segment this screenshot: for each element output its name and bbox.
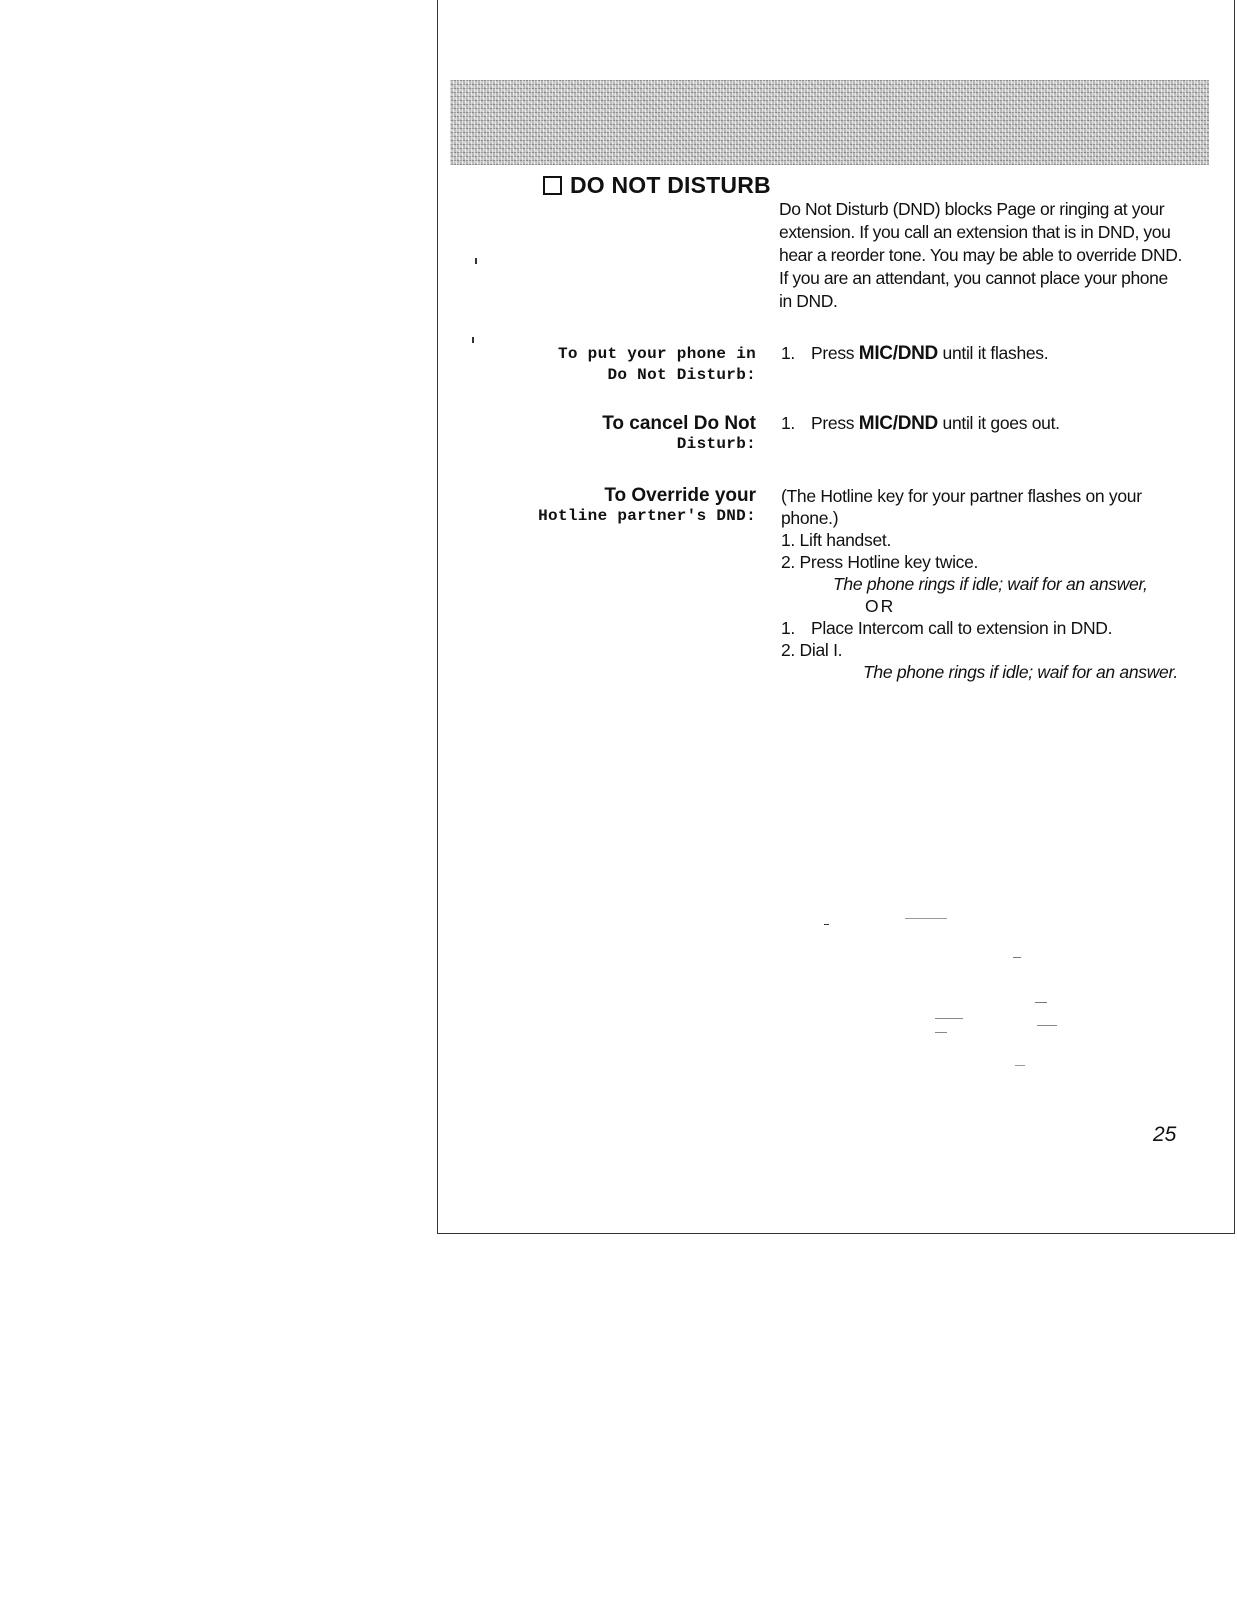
label-line: Do Not Disturb: xyxy=(607,366,756,384)
step-result: The phone rings if idle; waif for an answer, xyxy=(833,574,1148,594)
scan-speck xyxy=(475,258,477,264)
label-line: To cancel Do Not xyxy=(602,413,756,434)
step-line: 2. Dial I. xyxy=(781,640,843,660)
label-line: Hotline partner's DND: xyxy=(538,507,756,525)
scan-speck xyxy=(905,918,947,919)
scan-speck xyxy=(824,924,829,925)
scan-speck xyxy=(1035,1002,1047,1003)
header-band xyxy=(450,80,1209,165)
label-line: Disturb: xyxy=(676,435,756,453)
scan-speck xyxy=(935,1032,947,1033)
step-cancel-dnd xyxy=(781,413,1060,435)
step-number: 1. xyxy=(781,618,795,638)
scan-speck xyxy=(1013,957,1021,958)
key-name: MIC/DND xyxy=(858,413,938,434)
step-line: 1. Lift handset. xyxy=(781,530,892,550)
scan-speck xyxy=(1015,1065,1025,1066)
step-line: 2. Press Hotline key twice. xyxy=(781,552,979,572)
label-line: To Override your xyxy=(604,485,756,506)
step-line xyxy=(781,617,1181,639)
override-note: phone.) xyxy=(781,508,839,528)
step-verb: Press xyxy=(811,343,855,363)
label-cancel-dnd xyxy=(526,413,756,455)
step-verb: Press xyxy=(811,413,855,433)
scan-speck xyxy=(472,337,474,343)
step-text: Place Intercom call to extension in DND. xyxy=(811,618,1113,638)
override-note: (The Hotline key for your partner flashes on your xyxy=(781,486,1142,506)
scan-speck xyxy=(1037,1025,1057,1026)
step-number: 1. xyxy=(781,413,795,433)
label-override-dnd xyxy=(496,485,756,527)
label-line: To put your phone in xyxy=(557,345,756,363)
intro-paragraph: Do Not Disturb (DND) blocks Page or ringing at your extension. If you call an extension that is in DND, you hear a reorder tone. You may be able to override DND. If you are an attendant, you cannot place your phone in DND. xyxy=(779,199,1182,311)
step-tail: until it flashes. xyxy=(942,343,1049,363)
step-tail: until it goes out. xyxy=(942,413,1060,433)
override-steps xyxy=(781,485,1181,683)
step-put-in-dnd xyxy=(781,343,1048,365)
or-divider: OR xyxy=(865,596,896,616)
section-title: DO NOT DISTURB xyxy=(570,172,771,198)
scan-speck xyxy=(935,1018,963,1019)
label-put-in-dnd xyxy=(526,344,756,386)
step-number: 1. xyxy=(781,343,795,363)
key-name: MIC/DND xyxy=(858,343,938,364)
step-result: The phone rings if idle; waif for an answer. xyxy=(863,662,1178,682)
page-number: 25 xyxy=(1153,1123,1177,1146)
section-heading xyxy=(543,172,771,199)
checkbox-icon xyxy=(543,176,562,195)
